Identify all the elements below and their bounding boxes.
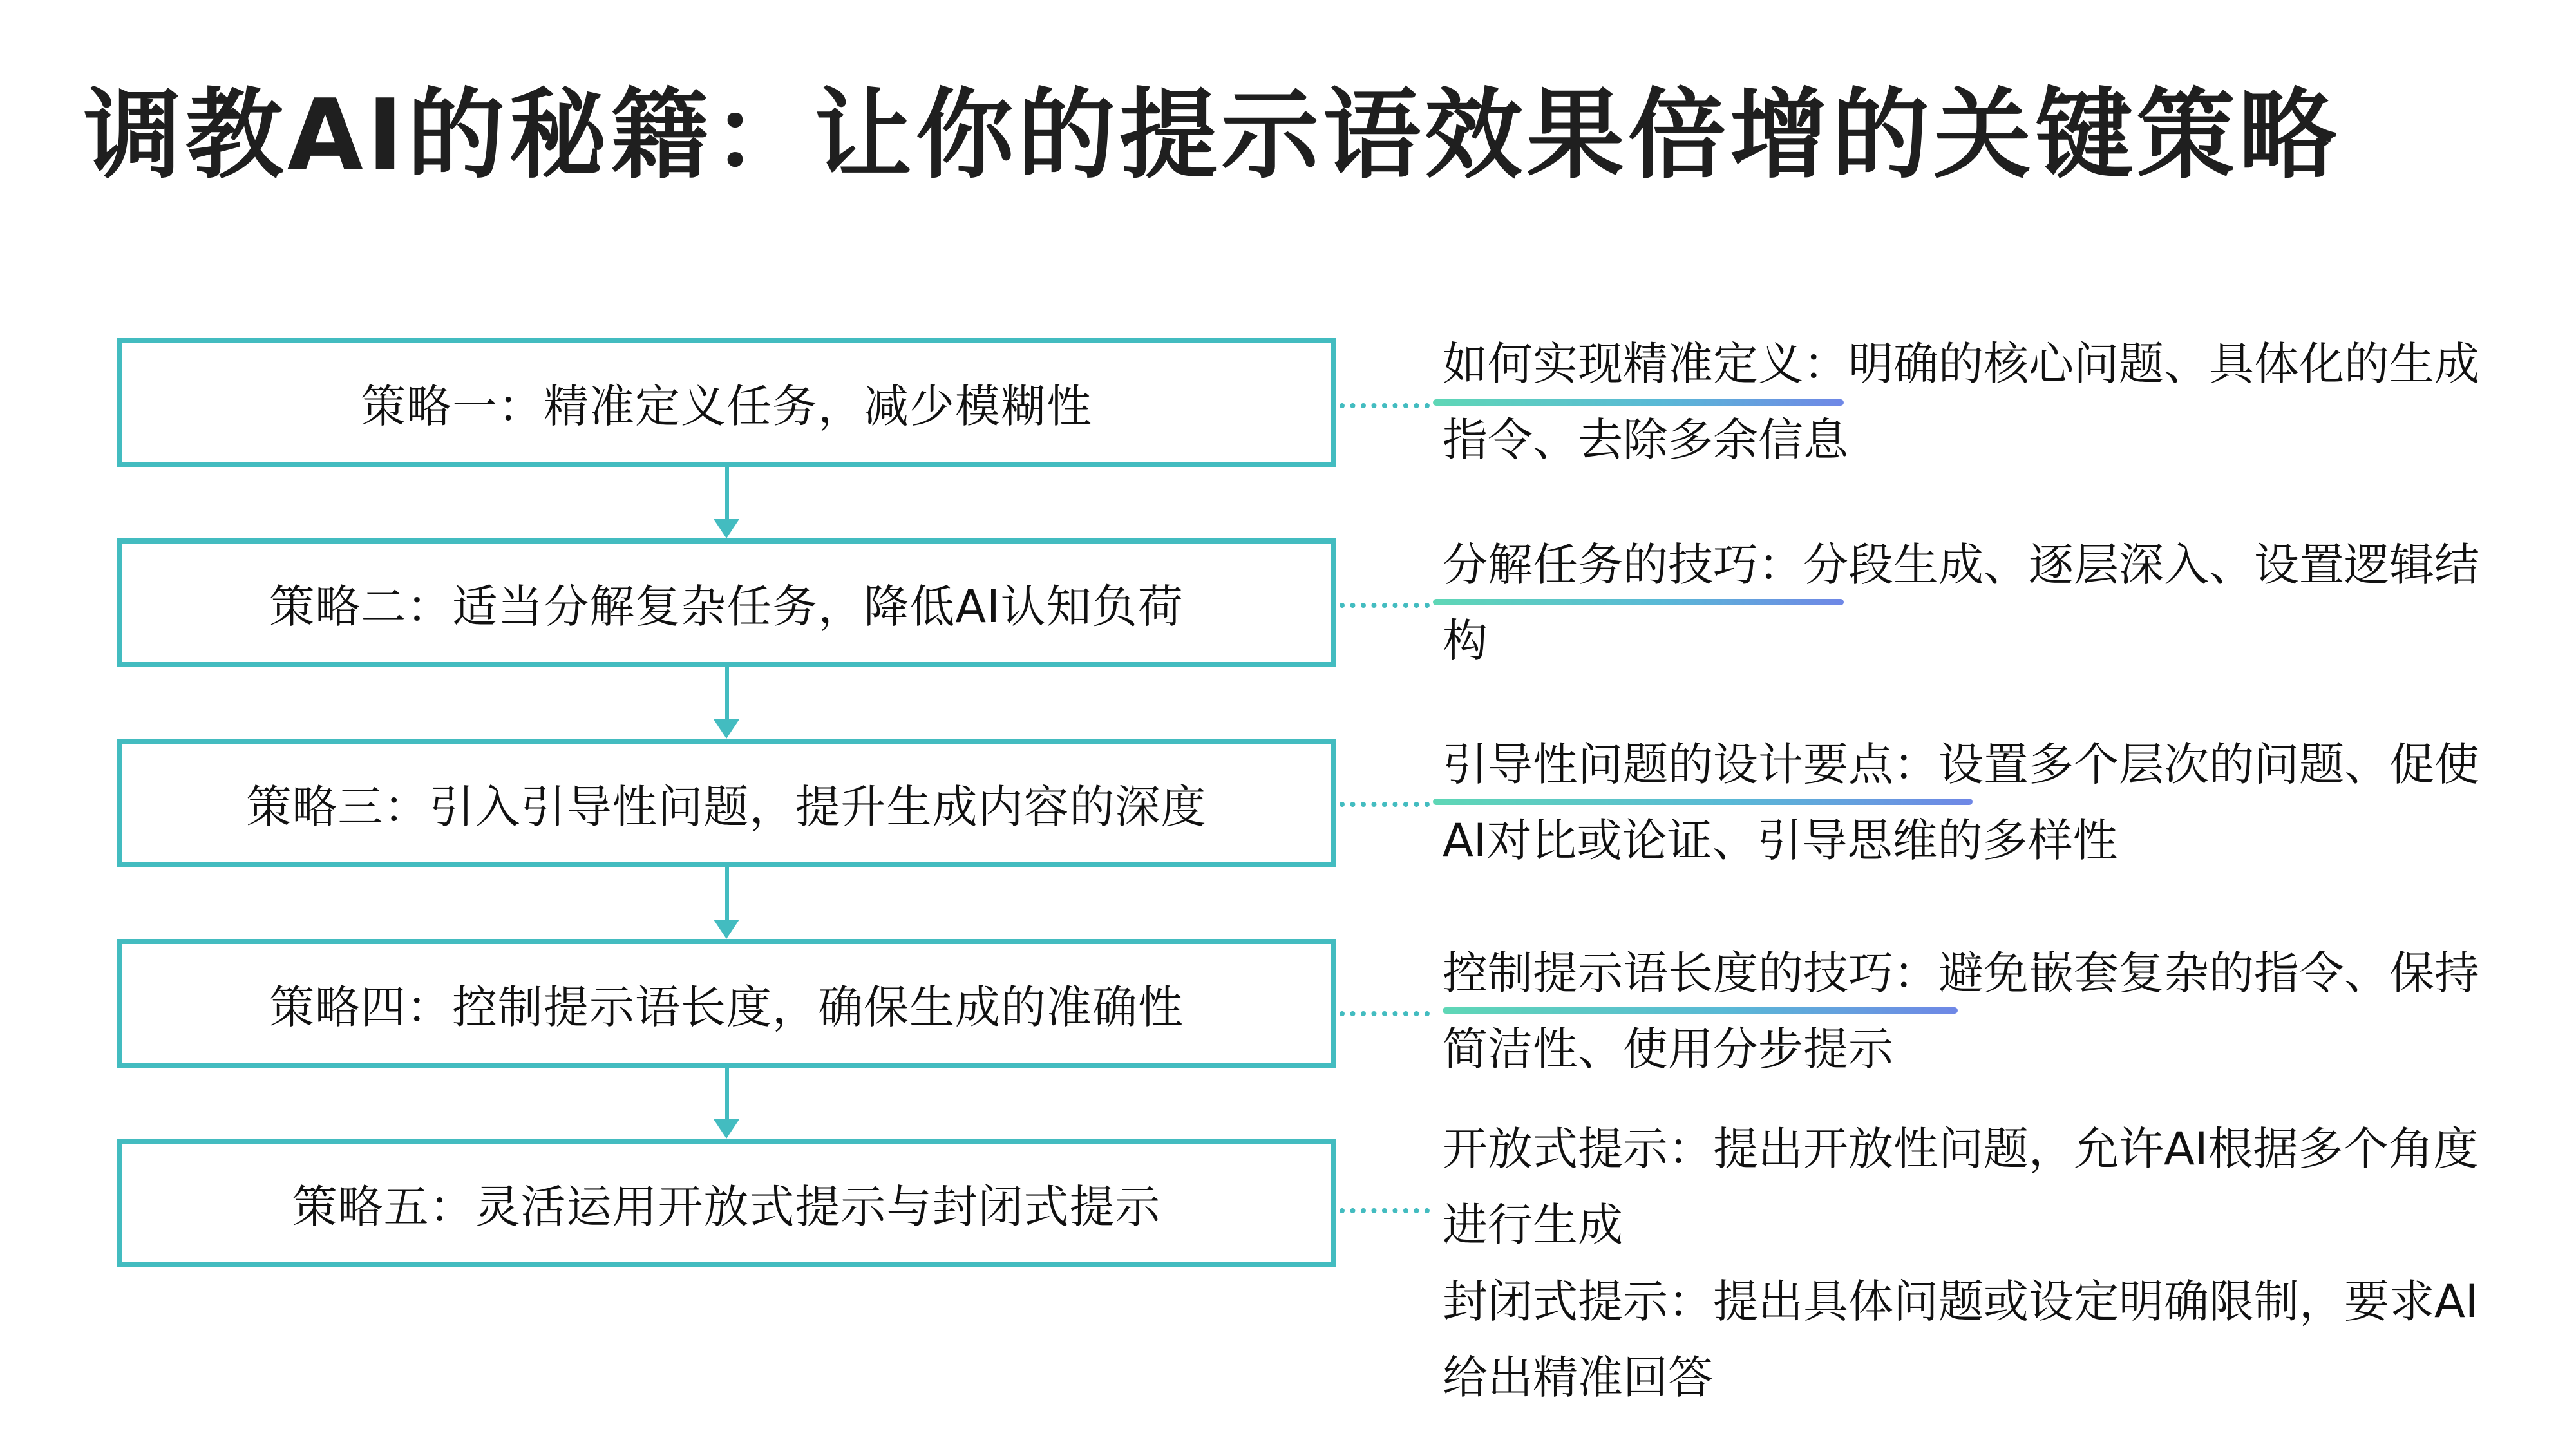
down-arrow-icon: [719, 667, 734, 739]
strategy-label-2: 策略二：适当分解复杂任务，降低AI认知负荷: [269, 580, 1184, 633]
strategy-description-1: 如何实现精准定义：明确的核心问题、具体化的生成指令、去除多余信息: [1443, 337, 2479, 466]
dotted-connector: [1340, 802, 1430, 807]
strategy-label-3: 策略三：引入引导性问题，提升生成内容的深度: [246, 780, 1207, 833]
strategy-box-4: [117, 939, 1336, 1068]
dotted-connector: [1340, 403, 1430, 408]
strategy-label-1: 策略一：精准定义任务，减少模糊性: [361, 379, 1092, 433]
slide-title: 调教AI的秘籍：让你的提示语效果倍增的关键策略: [84, 78, 2341, 192]
strategy-description-3: 引导性问题的设计要点：设置多个层次的问题、促使AI对比或论证、引导思维的多样性: [1443, 738, 2479, 867]
down-arrow-icon: [719, 467, 734, 538]
down-arrow-icon: [719, 1068, 734, 1139]
strategy-description-4: 控制提示语长度的技巧：避免嵌套复杂的指令、保持简洁性、使用分步提示: [1443, 947, 2479, 1075]
strategy-box-2: [117, 538, 1336, 667]
dotted-connector: [1340, 1208, 1430, 1213]
strategy-label-5: 策略五：灵活运用开放式提示与封闭式提示: [292, 1180, 1161, 1233]
strategy-box-1: [117, 338, 1336, 467]
strategy-description-5-closed: 封闭式提示：提出具体问题或设定明确限制，要求AI给出精准回答: [1443, 1275, 2479, 1404]
down-arrow-icon: [719, 867, 734, 939]
strategy-box-3: [117, 739, 1336, 867]
strategy-label-4: 策略四：控制提示语长度，确保生成的准确性: [269, 980, 1184, 1034]
strategy-description-2: 分解任务的技巧：分段生成、逐层深入、设置逻辑结构: [1443, 538, 2479, 667]
dotted-connector: [1340, 603, 1430, 608]
strategy-box-5: [117, 1139, 1336, 1267]
dotted-connector: [1340, 1011, 1430, 1016]
strategy-description-5-open: 开放式提示：提出开放性问题，允许AI根据多个角度进行生成: [1443, 1122, 2479, 1251]
